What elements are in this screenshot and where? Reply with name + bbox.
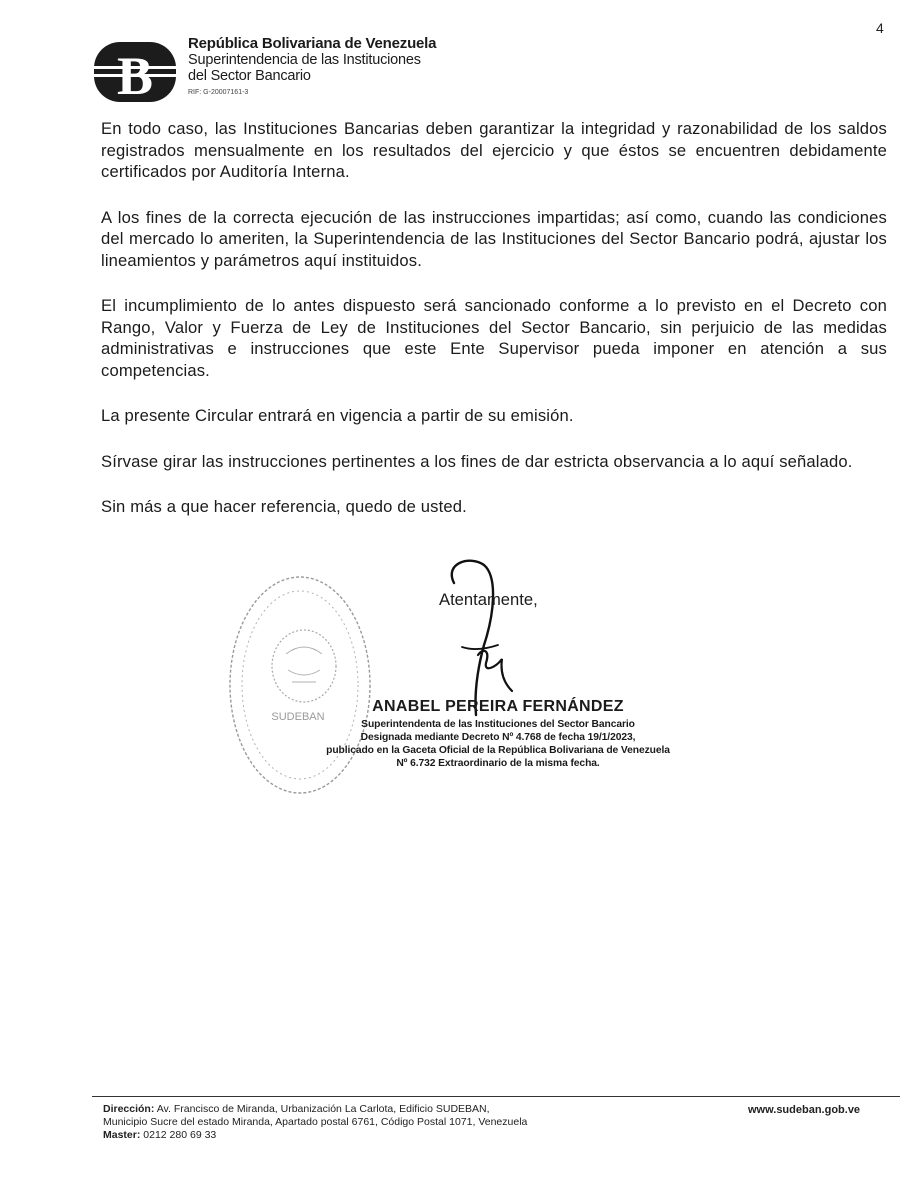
signer-gazette: publicado en la Gaceta Oficial de la República Bolivariana de Venezuela [326,745,670,756]
website-link: www.sudeban.gob.ve [748,1104,861,1116]
header-rif: RIF: G-20007161-3 [188,89,249,96]
signer-name: ANABEL PEREIRA FERNÁNDEZ [372,698,624,715]
header-subtitle-1: Superintendencia de las Instituciones [188,52,421,68]
phone-label: Master: [103,1129,141,1141]
logo-letter: B [116,46,154,106]
header [188,36,436,101]
address-line-1: Av. Francisco de Miranda, Urbanización La Carlota, Edificio SUDEBAN, [156,1103,490,1115]
paragraph: El incumplimiento de lo antes dispuesto será sancionado conforme a lo previsto en el Decreto con Rango, Valor y Fuerza de Ley de Instituciones del Sector Bancario, sin perjuicio de las medidas administrativas e instrucciones que este Ente Supervisor pueda imponer en atención a sus competencias. [101,296,887,380]
signer-gazette-number: Nº 6.732 Extraordinario de la misma fecha. [396,758,600,769]
phone-number: 0212 280 69 33 [143,1129,217,1141]
header-title: República Bolivariana de Venezuela [188,35,437,52]
footer-divider [92,1096,900,1097]
paragraph: En todo caso, las Instituciones Bancarias deben garantizar la integridad y razonabilidad de los saldos registrados mensualmente en los resultados del ejercicio y que éstos se encuentren debidamente certificados por Auditoría Interna. [101,119,887,181]
address-line-2: Municipio Sucre del estado Miranda, Apartado postal 6761, Código Postal 1071, Venezuela [103,1116,528,1128]
closing-salutation: Atentamente, [439,590,538,609]
signer-title: Superintendenta de las Instituciones del Sector Bancario [361,719,635,730]
page-number: 4 [876,20,884,36]
paragraph: Sin más a que hacer referencia, quedo de usted. [101,497,467,516]
handwritten-signature-icon [440,555,520,720]
seal-text: SUDEBAN [271,711,325,723]
paragraph: Sírvase girar las instrucciones pertinentes a los fines de dar estricta observancia a lo aquí señalado. [101,451,853,471]
paragraph: A los fines de la correcta ejecución de las instrucciones impartidas; así como, cuando las condiciones del mercado lo ameriten, la Superintendencia de las Instituciones del Sector Bancario podrá, ajustar los lineamientos y parámetros aquí instituidos. [101,207,887,270]
sudeban-logo [92,36,178,108]
letter-body [101,118,887,542]
paragraph: La presente Circular entrará en vigencia a partir de su emisión. [101,406,574,425]
address-label: Dirección: [103,1103,155,1115]
footer-address [103,1103,527,1142]
header-subtitle-2: del Sector Bancario [188,68,311,84]
signer-decree: Designada mediante Decreto Nº 4.768 de fecha 19/1/2023, [360,732,636,743]
signer-block [282,697,714,770]
